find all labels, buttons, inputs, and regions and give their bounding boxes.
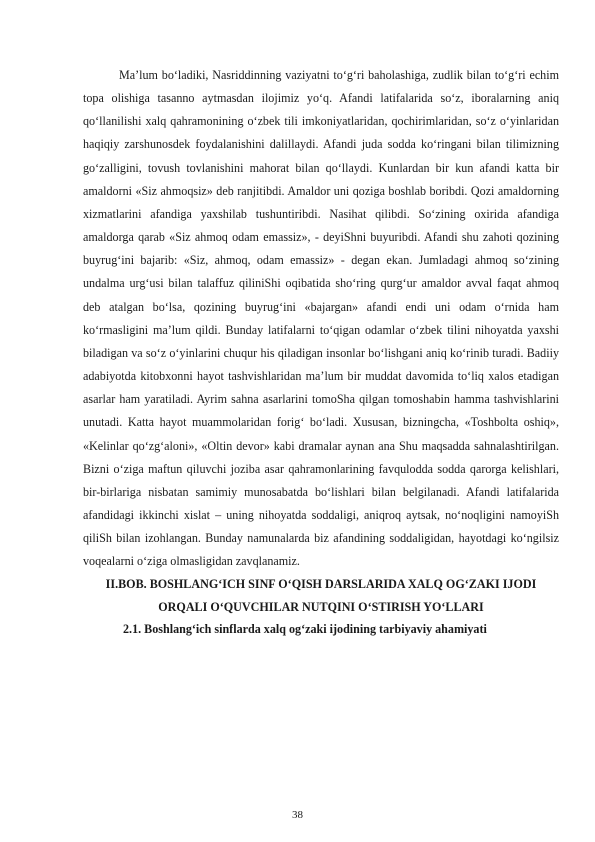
page-number: 38 <box>292 809 303 821</box>
body-paragraph: Ma’lum bo‘ladiki, Nasriddinning vaziyatni to‘g‘ri baholashiga, zudlik bilan to‘g‘ri echim topa olishiga tasanno aytmasdan ilojimiz yo‘q. Afandi latifalarida so‘z, iboralarning aniq qo‘llanilishi xalq qahramonining o‘zbek tili imkoniyatlaridan, qochirimlaridan, so‘z o‘yinlaridan haqiqiy zarshunosdek foydalanishini dalillaydi. Afandi juda sodda ko‘ringani bilan tilimizning go‘zalligini, tovush tovlanishini mahorat bilan qo‘llaydi. Kunlardan bir kun afandi katta bir amaldorni «Siz ahmoqsiz» deb ranjitibdi. Amaldor uni qoziga boshlab boribdi. Qozi amaldorning xizmatlarini afandiga yaxshilab tushuntiribdi. Nasihat qilibdi. So‘zining oxirida afandiga amaldorga qarab «Siz ahmoq odam emassiz», - deyiShni buyuribdi. Afandi shu zahoti qozining buyrug‘ini bajarib: «Siz, ahmoq, odam emassiz» - degan ekan. Jumladagi ahmoq so‘zining undalma urg‘usi bilan talaffuz qiliniShi oqibatida sho‘ring qurg‘ur amaldor avval faqat ahmoq deb atalgan bo‘lsa, qozining buyrug‘ini «bajargan» afandi endi uni odam o‘rnida ham ko‘rmasligini ma’lum qildi. Bunday latifalarni to‘qigan odamlar o‘zbek tilini nihoyatda yaxshi biladigan va so‘z o‘yinlarini chuqur his qiladigan insonlar bo‘lishgani aniq ko‘rinib turadi. Badiiy adabiyotda kitobxonni hayot tashvishlaridan ma’lum bir muddat davomida to‘liq xalos etadigan asarlar ham yaratiladi. Ayrim sahna asarlarini tomoSha qilgan tomoshabin hamma tashvishlarini unutadi. Katta hayot muammolaridan forig‘ bo‘ladi. Xususan, bizningcha, «Toshbolta oshiq», «Kelinlar qo‘zg‘aloni», «Oltin devor» kabi dramalar aynan ana Shu maqsadda sahnalashtirilgan. Bizni o‘ziga maftun qiluvchi joziba asar qahramonlarining favqulodda sodda qarorga kelishlari, bir-birlariga nisbatan samimiy munosabatda bo‘lishlari bilan belgilanadi. Afandi latifalarida afandidagi ikkinchi xislat – uning nihoyatda soddaligi, aniqroq aytsak, no‘noqligini namoyiSh qiliSh bilan izohlangan. Bunday namunalarda biz afandining soddaligidan, hayotdagi ko‘ngilsiz voqealarni o‘ziga olmasligidan zavqlanamiz. <box>83 68 559 569</box>
document-page <box>83 64 559 640</box>
section-heading: 2.1. Boshlang‘ich sinflarda xalq og‘zaki ijodining tarbiyaviy ahamiyati <box>123 622 487 637</box>
chapter-heading: II.BOB. BOSHLANG‘ICH SINF O‘QISH DARSLARIDA XALQ OG‘ZAKI IJODI ORQALI O‘QUVCHILAR NUTQINI O‘STIRISH YO‘LLARI <box>105 577 537 614</box>
